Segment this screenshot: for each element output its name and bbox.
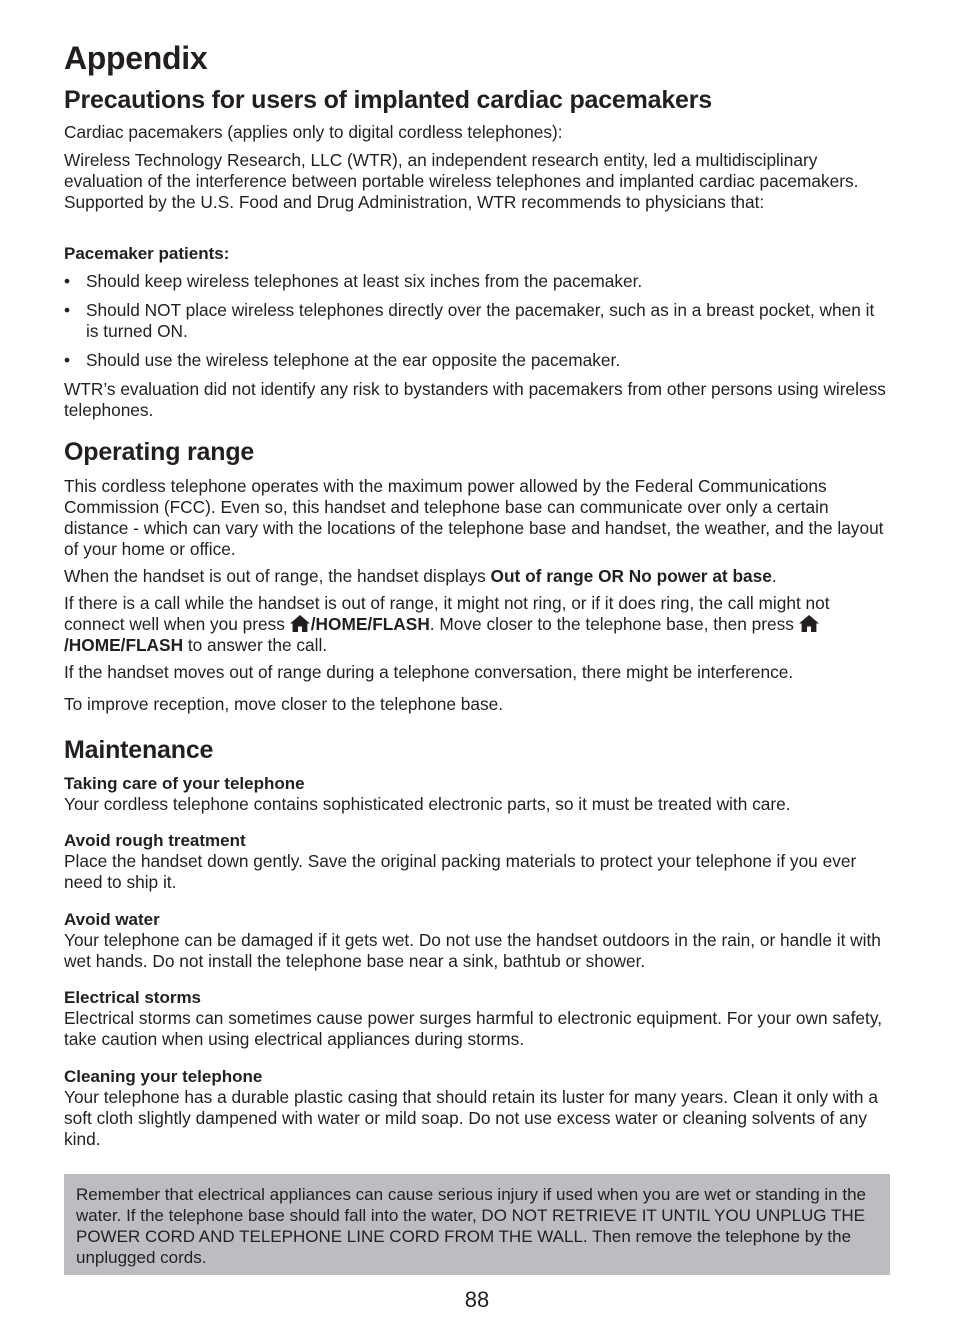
pacemakers-intro: Cardiac pacemakers (applies only to digital cordless telephones): [64, 122, 563, 142]
maintenance-section [64, 987, 890, 1050]
maintenance-section-title: Taking care of your telephone [64, 774, 305, 793]
operating-range-heading: Operating range [64, 438, 255, 466]
page-title: Appendix [64, 40, 208, 76]
maintenance-section-text: Place the handset down gently. Save the original packing materials to protect your telephone if you ever need to ship it. [64, 851, 857, 892]
maintenance-section [64, 1066, 890, 1150]
maintenance-section-text: Electrical storms can sometimes cause power surges harmful to electronic equipment. For your own safety, take caution when using electrical appliances during storms. [64, 1008, 882, 1049]
range-paragraph-2: When the handset is out of range, the handset displays Out of range OR No power at base. [64, 566, 777, 586]
maintenance-section [64, 909, 890, 972]
home-icon [799, 615, 819, 632]
page-number: 88 [464, 1287, 490, 1312]
maintenance-section-title: Cleaning your telephone [64, 1067, 263, 1086]
safety-warning-box [64, 1174, 890, 1275]
maintenance-section-title: Electrical storms [64, 988, 202, 1007]
pacemakers-heading: Precautions for users of implanted cardiac pacemakers [64, 86, 712, 114]
pacemaker-bullet-list [64, 271, 890, 371]
safety-warning-text: Remember that electrical appliances can cause serious injury if used when you are wet or standing in the water. If the telephone base should fall into the water, DO NOT RETRIEVE IT UNTIL YOU UNPLUG THE POWER CORD AND TELEPHONE LINE CORD FROM THE WALL. Then remove the telephone by the unplugged cords. [76, 1185, 866, 1267]
maintenance-section-text: Your telephone has a durable plastic casing that should retain its luster for many years. Clean it only with a soft cloth slightly dampened with water or mild soap. Do not use excess water or cleaning solvents of any kind. [64, 1087, 878, 1149]
maintenance-section-text: Your telephone can be damaged if it gets wet. Do not use the handset outdoors in the rain, or handle it with wet hands. Do not install the telephone base near a sink, bathtub or shower. [64, 930, 881, 971]
maintenance-section-title: Avoid water [64, 910, 160, 929]
range-paragraph-1: This cordless telephone operates with the maximum power allowed by the Federal Communications Commission (FCC). Even so, this handset and telephone base can communicate over only a certain distance - which can vary with the locations of the telephone base and handset, the weather, and the layout of your home or office. [64, 476, 884, 559]
range-paragraph-4: If the handset moves out of range during a telephone conversation, there might be interference. [64, 662, 794, 682]
pacemaker-bullet: • Should use the wireless telephone at the ear opposite the pacemaker. [64, 350, 890, 371]
pacemakers-closing: WTR’s evaluation did not identify any risk to bystanders with pacemakers from other persons using wireless telephones. [64, 379, 886, 420]
maintenance-section [64, 830, 890, 893]
range-paragraph-5: To improve reception, move closer to the telephone base. [64, 694, 504, 714]
maintenance-section-text: Your cordless telephone contains sophisticated electronic parts, so it must be treated with care. [64, 794, 791, 814]
pacemakers-paragraph: Wireless Technology Research, LLC (WTR), an independent research entity, led a multidisciplinary evaluation of the interference between portable wireless telephones and implanted cardiac pacemakers. Supported by the U.S. Food and Drug Administration, WTR recommends to physicians that: [64, 150, 859, 212]
home-icon [290, 615, 310, 632]
maintenance-section-title: Avoid rough treatment [64, 831, 246, 850]
pacemaker-bullet: • Should NOT place wireless telephones directly over the pacemaker, such as in a breast pocket, when it is turned ON. [64, 300, 890, 342]
range-paragraph-3: If there is a call while the handset is out of range, it might not ring, or if it does ring, the call might not connect well when you press /HOME/FLASH. Move closer to the telephone base, then press /HOME/FLASH to answer the call. [64, 593, 830, 655]
home-flash-key-label: /HOME/FLASH [310, 614, 430, 634]
pacemaker-patients-label: Pacemaker patients: [64, 244, 230, 263]
pacemaker-bullet: • Should keep wireless telephones at least six inches from the pacemaker. [64, 271, 890, 292]
maintenance-section [64, 773, 890, 815]
maintenance-heading: Maintenance [64, 736, 214, 764]
home-flash-key-label: /HOME/FLASH [64, 635, 184, 655]
out-of-range-message: Out of range OR No power at base [490, 566, 772, 586]
